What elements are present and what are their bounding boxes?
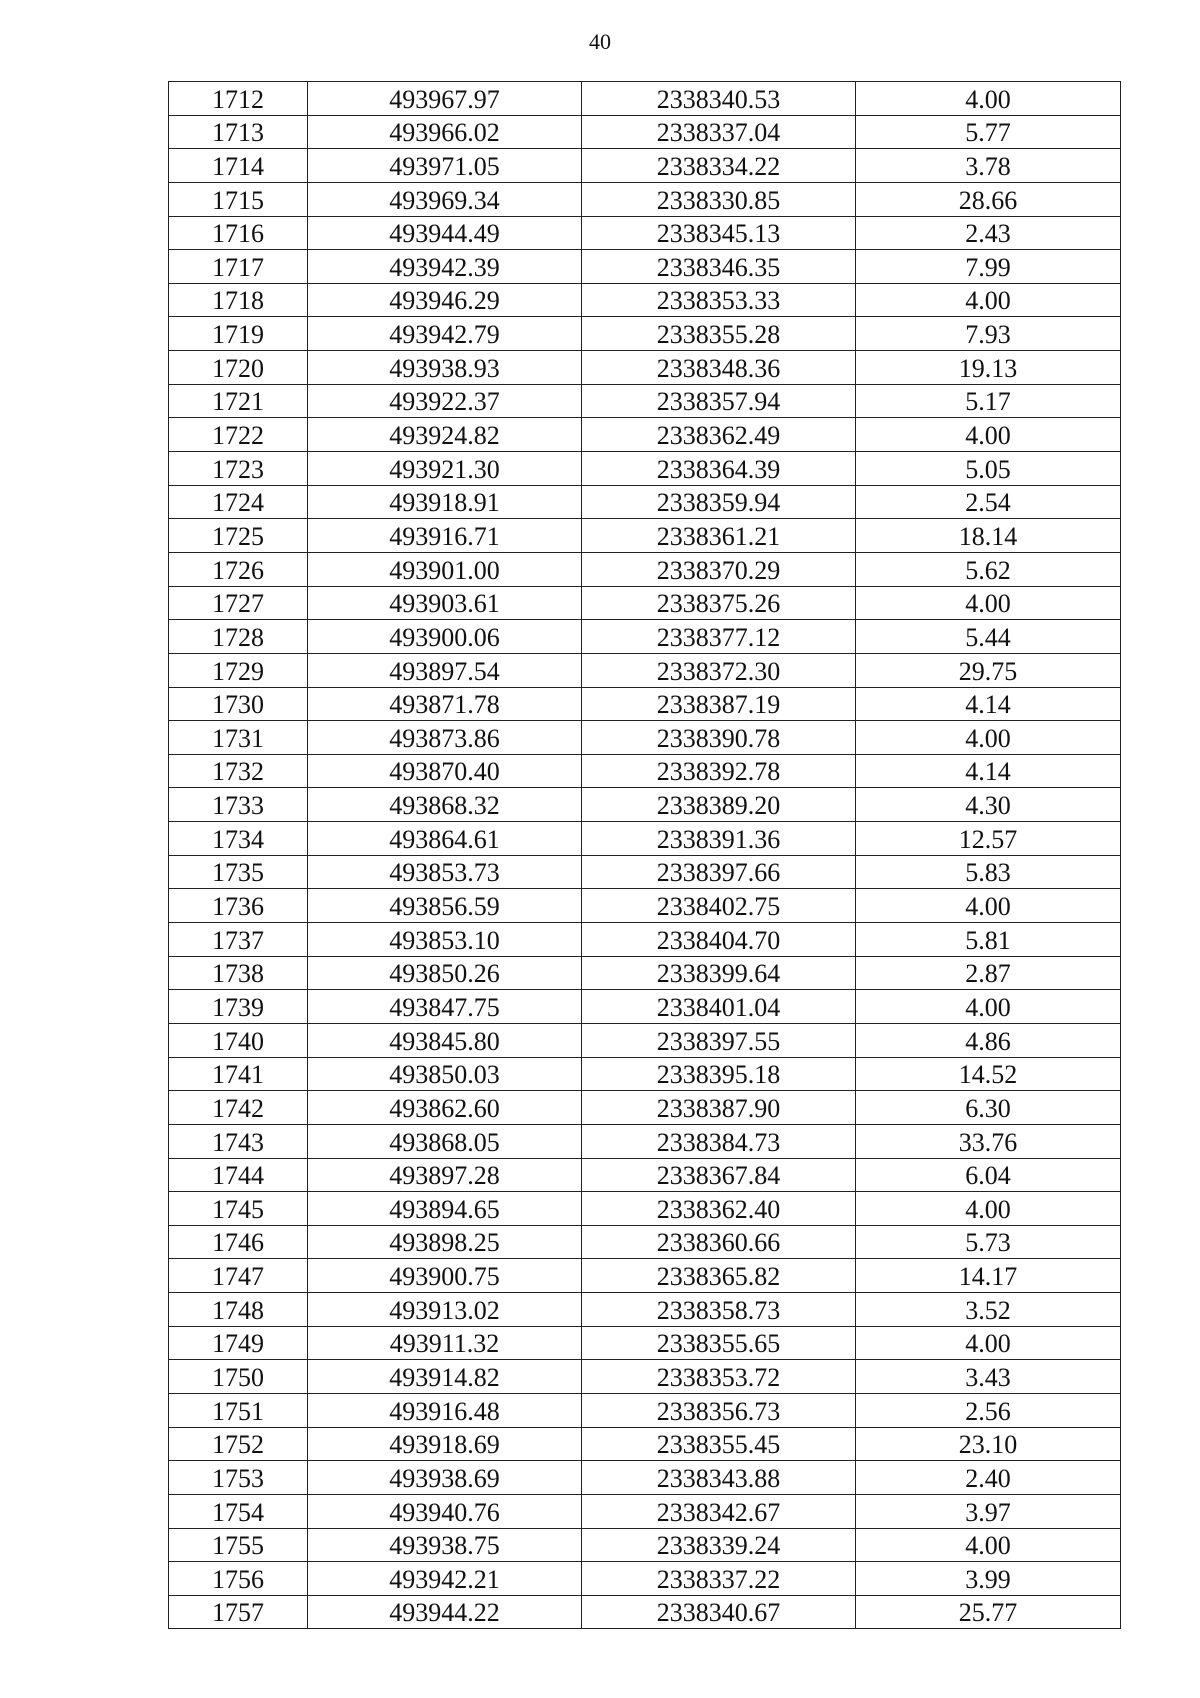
table-row [169,485,1121,519]
table-row [169,283,1121,317]
table-row [169,1326,1121,1360]
point-id-cell: 1738 [169,956,308,990]
x-coordinate-cell: 493853.10 [308,923,582,957]
distance-cell: 28.66 [856,182,1121,216]
point-id-cell: 1744 [169,1158,308,1192]
table-row [169,1393,1121,1427]
distance-cell: 4.14 [856,687,1121,721]
distance-cell: 2.54 [856,485,1121,519]
table-row [169,317,1121,351]
point-id-cell: 1717 [169,250,308,284]
y-coordinate-cell: 2338360.66 [582,1225,856,1259]
x-coordinate-cell: 493856.59 [308,889,582,923]
table-row [169,82,1121,116]
y-coordinate-cell: 2338334.22 [582,149,856,183]
y-coordinate-cell: 2338392.78 [582,754,856,788]
point-id-cell: 1720 [169,351,308,385]
distance-cell: 5.05 [856,452,1121,486]
y-coordinate-cell: 2338397.55 [582,1023,856,1057]
x-coordinate-cell: 493916.71 [308,519,582,553]
distance-cell: 3.43 [856,1360,1121,1394]
distance-cell: 18.14 [856,519,1121,553]
distance-cell: 4.00 [856,586,1121,620]
x-coordinate-cell: 493911.32 [308,1326,582,1360]
table-row [169,1192,1121,1226]
y-coordinate-cell: 2338395.18 [582,1057,856,1091]
table-body [169,82,1121,1629]
y-coordinate-cell: 2338339.24 [582,1528,856,1562]
y-coordinate-cell: 2338357.94 [582,384,856,418]
x-coordinate-cell: 493901.00 [308,552,582,586]
x-coordinate-cell: 493870.40 [308,754,582,788]
x-coordinate-cell: 493924.82 [308,418,582,452]
x-coordinate-cell: 493938.93 [308,351,582,385]
y-coordinate-cell: 2338330.85 [582,182,856,216]
point-id-cell: 1756 [169,1562,308,1596]
y-coordinate-cell: 2338337.22 [582,1562,856,1596]
x-coordinate-cell: 493903.61 [308,586,582,620]
y-coordinate-cell: 2338364.39 [582,452,856,486]
distance-cell: 4.00 [856,418,1121,452]
x-coordinate-cell: 493946.29 [308,283,582,317]
distance-cell: 12.57 [856,822,1121,856]
page-number: 40 [589,29,611,54]
table-row [169,1225,1121,1259]
point-id-cell: 1714 [169,149,308,183]
x-coordinate-cell: 493940.76 [308,1494,582,1528]
x-coordinate-cell: 493873.86 [308,721,582,755]
point-id-cell: 1733 [169,788,308,822]
table-row [169,250,1121,284]
table-row [169,351,1121,385]
distance-cell: 7.99 [856,250,1121,284]
x-coordinate-cell: 493942.79 [308,317,582,351]
x-coordinate-cell: 493938.75 [308,1528,582,1562]
distance-cell: 5.77 [856,115,1121,149]
table-row [169,1259,1121,1293]
distance-cell: 5.62 [856,552,1121,586]
point-id-cell: 1754 [169,1494,308,1528]
point-id-cell: 1747 [169,1259,308,1293]
table-row [169,519,1121,553]
table-row [169,1293,1121,1327]
point-id-cell: 1757 [169,1595,308,1629]
point-id-cell: 1755 [169,1528,308,1562]
point-id-cell: 1713 [169,115,308,149]
table-row [169,923,1121,957]
distance-cell: 2.40 [856,1461,1121,1495]
table-row [169,721,1121,755]
y-coordinate-cell: 2338362.40 [582,1192,856,1226]
x-coordinate-cell: 493916.48 [308,1393,582,1427]
point-id-cell: 1750 [169,1360,308,1394]
table-row [169,216,1121,250]
x-coordinate-cell: 493942.21 [308,1562,582,1596]
table-row [169,115,1121,149]
x-coordinate-cell: 493898.25 [308,1225,582,1259]
point-id-cell: 1740 [169,1023,308,1057]
x-coordinate-cell: 493918.91 [308,485,582,519]
table-row [169,822,1121,856]
point-id-cell: 1716 [169,216,308,250]
y-coordinate-cell: 2338362.49 [582,418,856,452]
x-coordinate-cell: 493894.65 [308,1192,582,1226]
point-id-cell: 1742 [169,1091,308,1125]
distance-cell: 2.56 [856,1393,1121,1427]
distance-cell: 4.00 [856,990,1121,1024]
x-coordinate-cell: 493971.05 [308,149,582,183]
distance-cell: 5.44 [856,620,1121,654]
x-coordinate-cell: 493862.60 [308,1091,582,1125]
distance-cell: 5.73 [856,1225,1121,1259]
table-row [169,1461,1121,1495]
y-coordinate-cell: 2338356.73 [582,1393,856,1427]
x-coordinate-cell: 493868.05 [308,1124,582,1158]
point-id-cell: 1727 [169,586,308,620]
table-row [169,552,1121,586]
distance-cell: 14.52 [856,1057,1121,1091]
point-id-cell: 1725 [169,519,308,553]
x-coordinate-cell: 493969.34 [308,182,582,216]
point-id-cell: 1719 [169,317,308,351]
distance-cell: 29.75 [856,653,1121,687]
y-coordinate-cell: 2338358.73 [582,1293,856,1327]
y-coordinate-cell: 2338343.88 [582,1461,856,1495]
table-row [169,1124,1121,1158]
table-row [169,586,1121,620]
y-coordinate-cell: 2338391.36 [582,822,856,856]
distance-cell: 4.86 [856,1023,1121,1057]
table-row [169,956,1121,990]
point-id-cell: 1736 [169,889,308,923]
x-coordinate-cell: 493913.02 [308,1293,582,1327]
table-row [169,149,1121,183]
x-coordinate-cell: 493853.73 [308,855,582,889]
x-coordinate-cell: 493864.61 [308,822,582,856]
point-id-cell: 1737 [169,923,308,957]
point-id-cell: 1748 [169,1293,308,1327]
y-coordinate-cell: 2338387.19 [582,687,856,721]
distance-cell: 3.99 [856,1562,1121,1596]
distance-cell: 6.30 [856,1091,1121,1125]
distance-cell: 14.17 [856,1259,1121,1293]
distance-cell: 4.00 [856,721,1121,755]
y-coordinate-cell: 2338404.70 [582,923,856,957]
point-id-cell: 1731 [169,721,308,755]
y-coordinate-cell: 2338355.45 [582,1427,856,1461]
distance-cell: 3.52 [856,1293,1121,1327]
point-id-cell: 1712 [169,82,308,116]
coordinates-table [168,81,1121,1629]
x-coordinate-cell: 493850.26 [308,956,582,990]
point-id-cell: 1741 [169,1057,308,1091]
point-id-cell: 1753 [169,1461,308,1495]
point-id-cell: 1722 [169,418,308,452]
table-row [169,418,1121,452]
x-coordinate-cell: 493942.39 [308,250,582,284]
distance-cell: 4.00 [856,283,1121,317]
distance-cell: 3.78 [856,149,1121,183]
table-row [169,1057,1121,1091]
y-coordinate-cell: 2338359.94 [582,485,856,519]
distance-cell: 4.14 [856,754,1121,788]
point-id-cell: 1743 [169,1124,308,1158]
table-row [169,653,1121,687]
point-id-cell: 1745 [169,1192,308,1226]
table-row [169,855,1121,889]
table-row [169,182,1121,216]
point-id-cell: 1729 [169,653,308,687]
y-coordinate-cell: 2338384.73 [582,1124,856,1158]
distance-cell: 3.97 [856,1494,1121,1528]
y-coordinate-cell: 2338340.53 [582,82,856,116]
x-coordinate-cell: 493900.75 [308,1259,582,1293]
y-coordinate-cell: 2338346.35 [582,250,856,284]
table-row [169,1528,1121,1562]
y-coordinate-cell: 2338402.75 [582,889,856,923]
distance-cell: 23.10 [856,1427,1121,1461]
table-row [169,452,1121,486]
table-row [169,788,1121,822]
x-coordinate-cell: 493845.80 [308,1023,582,1057]
table-row [169,620,1121,654]
y-coordinate-cell: 2338370.29 [582,552,856,586]
y-coordinate-cell: 2338397.66 [582,855,856,889]
y-coordinate-cell: 2338361.21 [582,519,856,553]
y-coordinate-cell: 2338355.65 [582,1326,856,1360]
y-coordinate-cell: 2338340.67 [582,1595,856,1629]
x-coordinate-cell: 493897.28 [308,1158,582,1192]
table-row [169,1494,1121,1528]
table-row [169,1595,1121,1629]
table-row [169,1427,1121,1461]
y-coordinate-cell: 2338389.20 [582,788,856,822]
y-coordinate-cell: 2338401.04 [582,990,856,1024]
point-id-cell: 1728 [169,620,308,654]
distance-cell: 2.43 [856,216,1121,250]
table-row [169,1023,1121,1057]
distance-cell: 33.76 [856,1124,1121,1158]
x-coordinate-cell: 493897.54 [308,653,582,687]
point-id-cell: 1721 [169,384,308,418]
x-coordinate-cell: 493966.02 [308,115,582,149]
point-id-cell: 1739 [169,990,308,1024]
distance-cell: 5.17 [856,384,1121,418]
y-coordinate-cell: 2338355.28 [582,317,856,351]
y-coordinate-cell: 2338337.04 [582,115,856,149]
point-id-cell: 1732 [169,754,308,788]
point-id-cell: 1751 [169,1393,308,1427]
distance-cell: 25.77 [856,1595,1121,1629]
x-coordinate-cell: 493922.37 [308,384,582,418]
x-coordinate-cell: 493850.03 [308,1057,582,1091]
y-coordinate-cell: 2338367.84 [582,1158,856,1192]
point-id-cell: 1723 [169,452,308,486]
x-coordinate-cell: 493921.30 [308,452,582,486]
y-coordinate-cell: 2338390.78 [582,721,856,755]
y-coordinate-cell: 2338345.13 [582,216,856,250]
point-id-cell: 1752 [169,1427,308,1461]
distance-cell: 2.87 [856,956,1121,990]
table-row [169,1562,1121,1596]
distance-cell: 5.83 [856,855,1121,889]
table-row [169,754,1121,788]
distance-cell: 4.00 [856,889,1121,923]
point-id-cell: 1718 [169,283,308,317]
y-coordinate-cell: 2338365.82 [582,1259,856,1293]
distance-cell: 4.00 [856,1326,1121,1360]
point-id-cell: 1726 [169,552,308,586]
distance-cell: 5.81 [856,923,1121,957]
x-coordinate-cell: 493847.75 [308,990,582,1024]
x-coordinate-cell: 493967.97 [308,82,582,116]
x-coordinate-cell: 493944.22 [308,1595,582,1629]
distance-cell: 4.00 [856,1528,1121,1562]
point-id-cell: 1730 [169,687,308,721]
y-coordinate-cell: 2338353.72 [582,1360,856,1394]
distance-cell: 4.00 [856,1192,1121,1226]
x-coordinate-cell: 493900.06 [308,620,582,654]
y-coordinate-cell: 2338353.33 [582,283,856,317]
y-coordinate-cell: 2338399.64 [582,956,856,990]
table-row [169,384,1121,418]
y-coordinate-cell: 2338348.36 [582,351,856,385]
x-coordinate-cell: 493938.69 [308,1461,582,1495]
table-row [169,1360,1121,1394]
table-row [169,687,1121,721]
y-coordinate-cell: 2338387.90 [582,1091,856,1125]
distance-cell: 7.93 [856,317,1121,351]
table-row [169,990,1121,1024]
distance-cell: 4.00 [856,82,1121,116]
distance-cell: 6.04 [856,1158,1121,1192]
point-id-cell: 1735 [169,855,308,889]
x-coordinate-cell: 493918.69 [308,1427,582,1461]
table-row [169,1091,1121,1125]
point-id-cell: 1749 [169,1326,308,1360]
x-coordinate-cell: 493914.82 [308,1360,582,1394]
distance-cell: 4.30 [856,788,1121,822]
table-row [169,889,1121,923]
x-coordinate-cell: 493944.49 [308,216,582,250]
point-id-cell: 1724 [169,485,308,519]
point-id-cell: 1746 [169,1225,308,1259]
y-coordinate-cell: 2338377.12 [582,620,856,654]
point-id-cell: 1715 [169,182,308,216]
point-id-cell: 1734 [169,822,308,856]
x-coordinate-cell: 493871.78 [308,687,582,721]
y-coordinate-cell: 2338342.67 [582,1494,856,1528]
y-coordinate-cell: 2338375.26 [582,586,856,620]
table-row [169,1158,1121,1192]
x-coordinate-cell: 493868.32 [308,788,582,822]
distance-cell: 19.13 [856,351,1121,385]
y-coordinate-cell: 2338372.30 [582,653,856,687]
